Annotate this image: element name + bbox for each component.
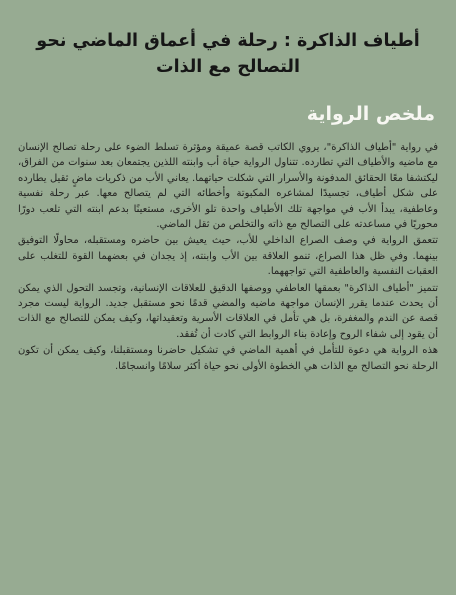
summary-paragraph-3: تتميز "أطياف الذاكرة" بعمقها العاطفي ووصفها الدقيق للعلاقات الإنسانية، وتجسد التحول الذي يمكن أن يحدث عندما يقرر الإنسان مواجهة ماضيه والمضي قدمًا نحو مستقبل جديد. الرواية ليست مجرد قصة عن الندم والمغفرة، بل هي تأمل في العلاقات الأسرية وتعقيداتها، وكيف يمكن للتصالح مع الذات أن يقود إلى شفاء الروح وإعادة بناء الروابط التي كادت أن تُفقد.	[18, 282, 438, 340]
summary-paragraph-1: في رواية "أطياف الذاكرة"، يروي الكاتب قصة عميقة ومؤثرة تسلط الضوء على رحلة تصالح الإنسان مع ماضيه والأطياف التي تطارده. تتناول الرواية حياة أب وابنته اللذين يجتمعان بعد سنوات من الفراق، ليكتشفا معًا الحقائق المدفونة والأسرار التي شكلت حياتهما. يعاني الأب من ذكريات ماضٍ ثقيل يطارده على شكل أطياف، تجسيدًا لمشاعره المكبوتة وأخطائه التي لم يتصالح معها. عبر رحلة نفسية وعاطفية، يبدأ الأب في مواجهة تلك الأطياف واحدة تلو الأخرى، مستعينًا بدعم ابنته التي تلعب دورًا محوريًا في مساعدته على التصالح مع ذاته والتخلص من ثقل الماضي.	[18, 142, 438, 231]
page-title: أطياف الذاكرة : رحلة في أعماق الماضي نحو التصالح مع الذات	[36, 31, 420, 77]
section-heading: ملخص الرواية	[306, 103, 435, 125]
summary-paragraph-2: تتعمق الرواية في وصف الصراع الداخلي للأب، حيث يعيش بين حاضره ومستقبله، محاولًا التوفيق بينهما. وفي ظل هذا الصراع، تنمو العلاقة بين الأب وابنته، إذ يجدان في بعضهما القوة للتغلب على العقبات النفسية والعاطفية التي تواجههما.	[18, 235, 438, 278]
summary-body	[18, 140, 438, 374]
summary-paragraph-4: هذه الرواية هي دعوة للتأمل في أهمية الماضي في تشكيل حاضرنا ومستقبلنا، وكيف يمكن أن تكون الرحلة نحو التصالح مع الذات هي الخطوة الأولى نحو حياة أكثر سلامًا وانسجامًا.	[18, 345, 438, 372]
